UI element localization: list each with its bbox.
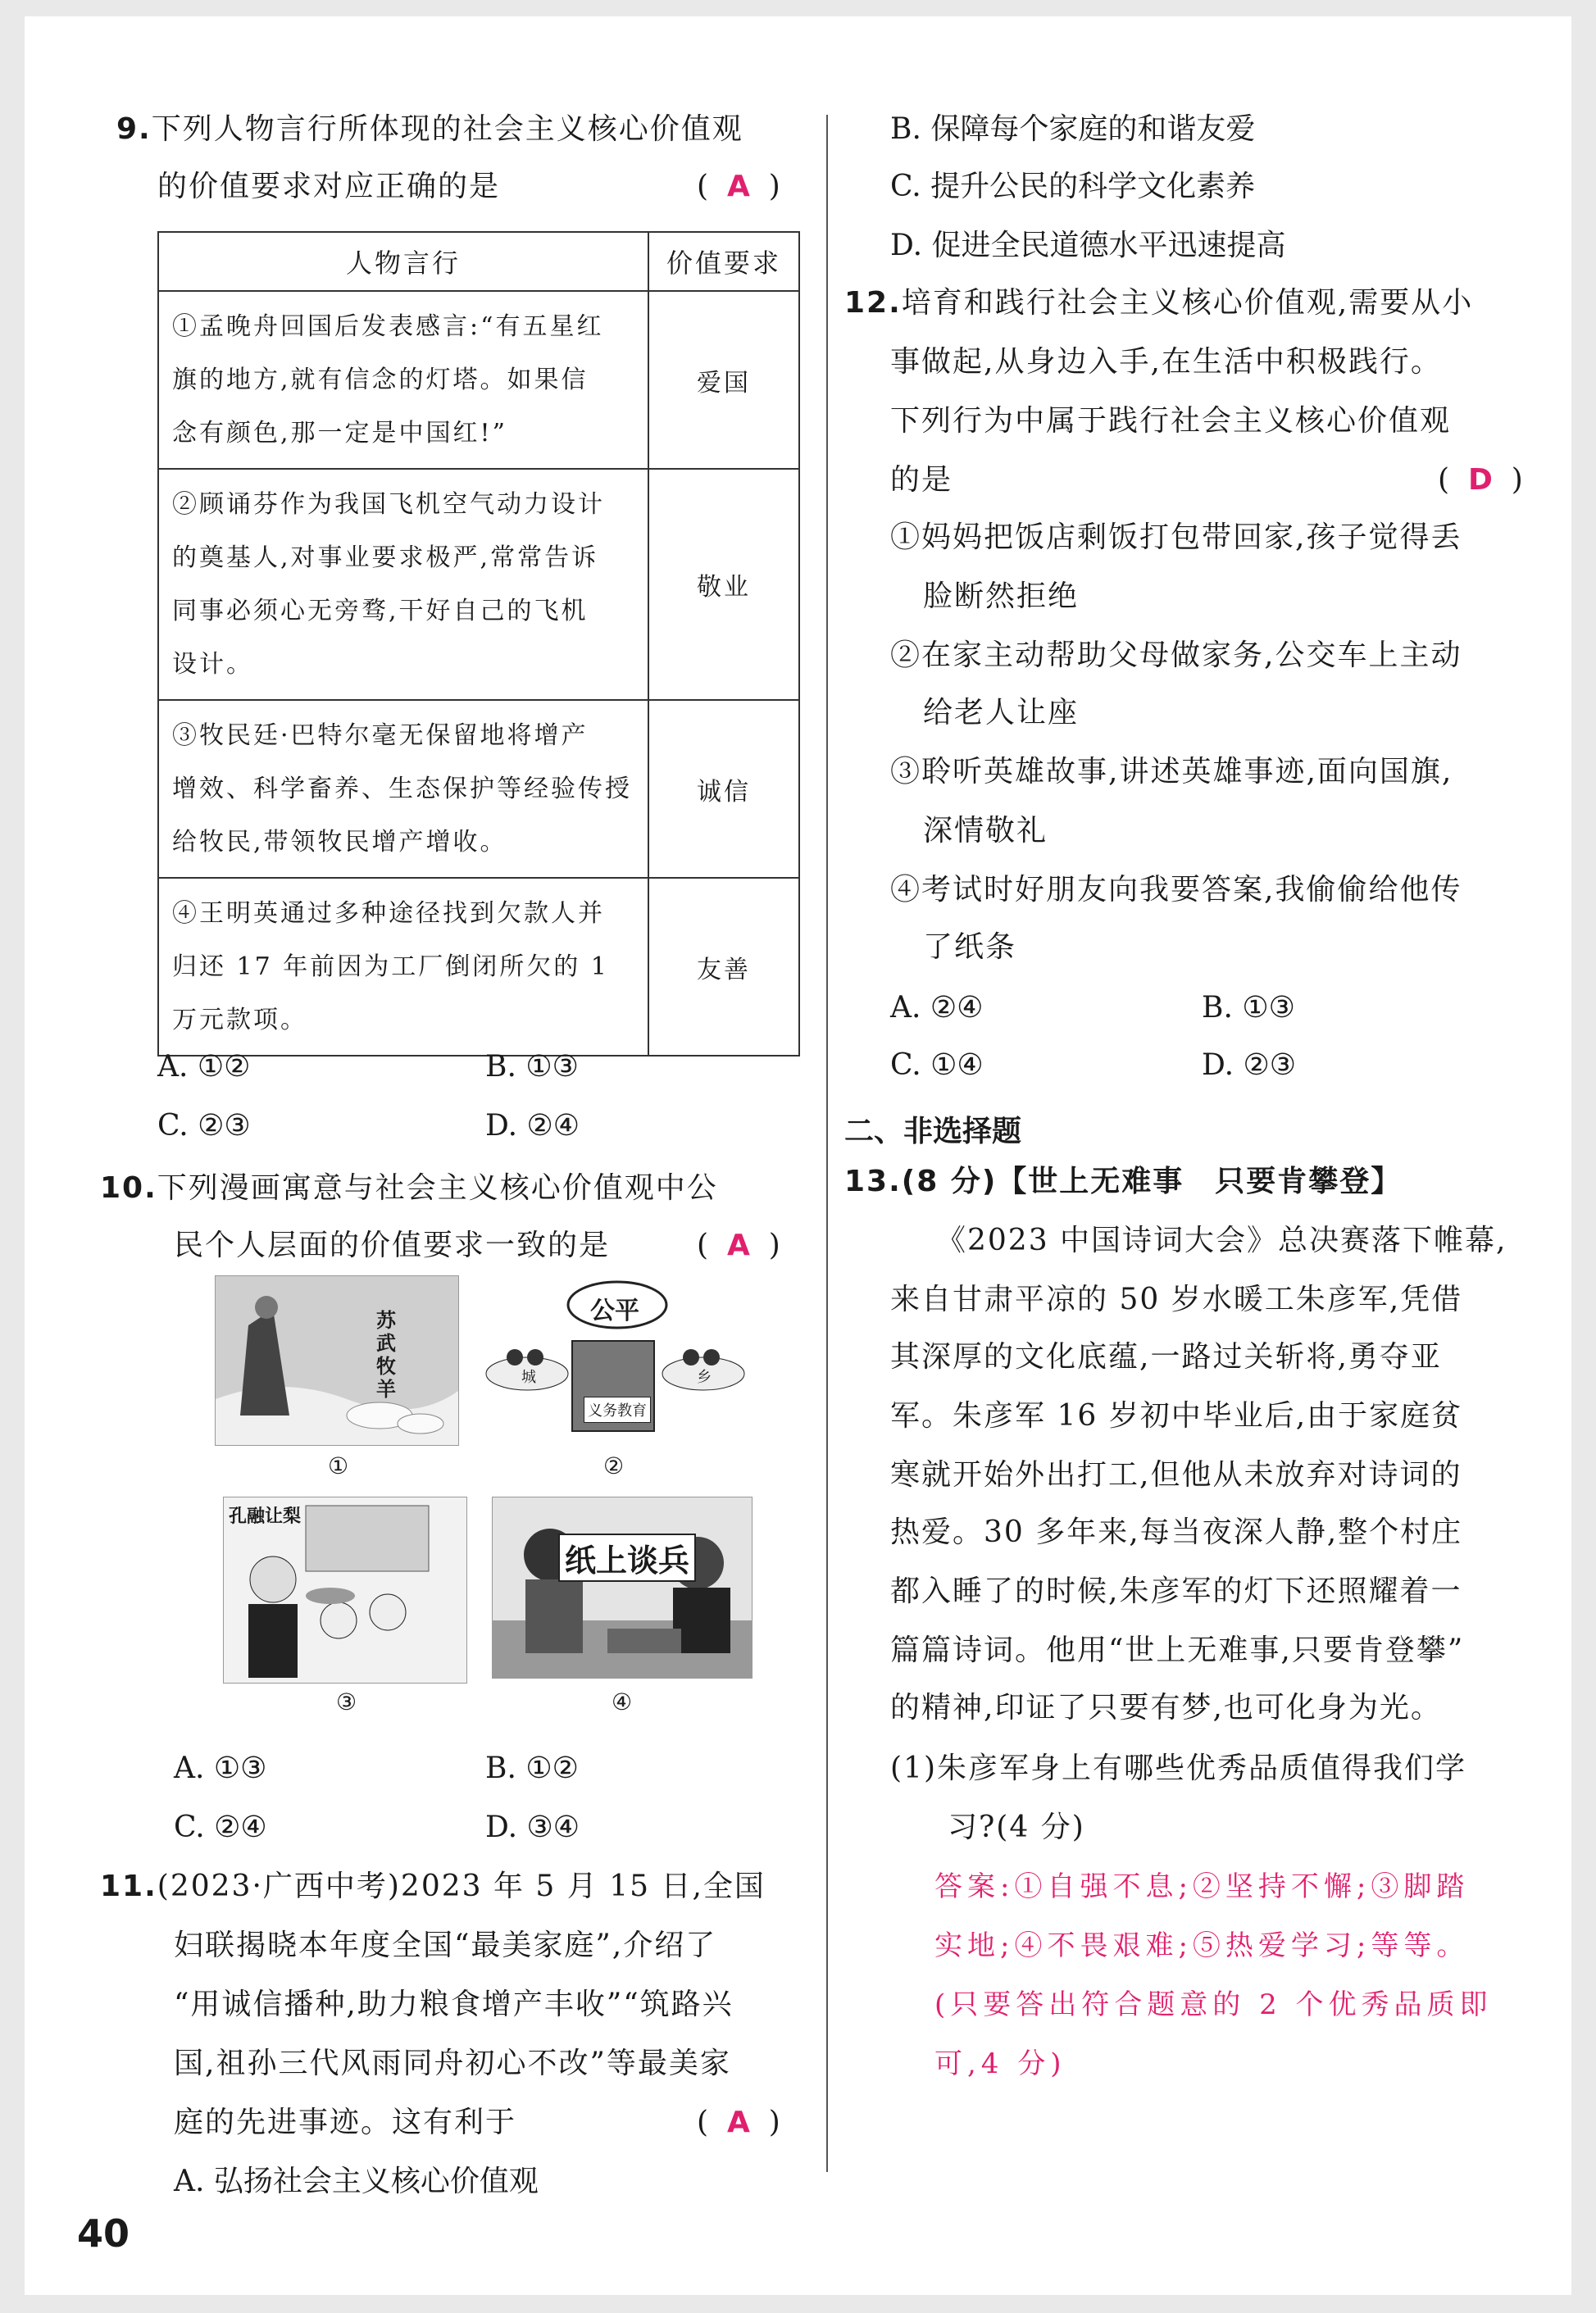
q9-option-c: C. ②③ [157,1109,251,1143]
section-title: 二、非选择题 [844,1115,1022,1148]
q11-text1: (2023·广西中考)2023 年 5 月 15 日,全国 [157,1870,766,1903]
cartoon-3-label: ③ [336,1688,357,1715]
q11-line5: 庭的先进事迹。这有利于 [174,2106,517,2139]
table-cell-value: 爱国 [648,291,799,469]
q12-item3-cont: 深情敬礼 [923,814,1048,847]
q9-number: 9. [116,112,152,146]
q11-line3: “用诚信播种,助力粮食增产丰收”“筑路兴 [174,1988,734,2021]
q10-line1 [100,1172,718,1205]
row1-line3: 念有颜色,那一定是中国红!” [172,419,507,448]
q13-para-8: 篇篇诗词。他用“世上无难事,只要肯登攀” [890,1634,1465,1667]
q13-para-7: 都入睡了的时候,朱彦军的灯下还照耀着一 [890,1575,1462,1608]
cartoon-fairness [482,1275,753,1444]
q11-option-b: B. 保障每个家庭的和谐友爱 [890,112,1256,146]
q9-option-a: A. ①② [157,1050,251,1084]
column-divider [826,115,828,2172]
table-header-left: 人物言行 [158,232,648,291]
q13-answer-line1: 答案:①自强不息;②坚持不懈;③脚踏 [934,1870,1470,1903]
q9-text1: 下列人物言行所体现的社会主义核心价值观 [151,112,743,146]
row1-line2: 旗的地方,就有信念的灯塔。如果信 [172,366,589,394]
q12-line1 [844,287,1473,320]
q11-line4: 国,祖孙三代风雨同舟初心不改”等最美家 [174,2047,731,2080]
cartoon-4-title: 纸上谈兵 [558,1534,696,1582]
q9-answer-box: ( A ) [697,170,780,203]
q12-line2: 事做起,从身边入手,在生活中积极践行。 [890,345,1442,379]
cartoon-1-label: ① [328,1452,349,1479]
q12-item4: ④考试时好朋友向我要答案,我偷偷给他传 [890,873,1462,907]
q13-para-5: 寒就开始外出打工,但他从未放弃对诗词的 [890,1458,1462,1492]
q10-option-a: A. ①③ [174,1752,267,1785]
q9-table [157,231,800,1057]
cartoon-su-wu-drawing [216,1276,458,1445]
cartoon-paper-war [492,1497,753,1679]
table-cell-value: 诚信 [648,700,799,878]
row3-line2: 增效、科学畜养、生态保护等经验传授 [172,775,632,803]
table-cell-deed [158,878,648,1056]
q11-option-d: D. 促进全民道德水平迅速提高 [890,229,1286,262]
q11-option-c: C. 提升公民的科学文化素养 [890,170,1256,203]
row4-line1: ④王明英通过多种途径找到欠款人并 [172,899,605,928]
q12-answer-box: ( D ) [1438,463,1523,497]
q9-option-b: B. ①③ [485,1050,579,1084]
cartoon-2-book: 义务教育 [584,1397,651,1423]
q10-option-c: C. ②④ [174,1811,267,1844]
row2-line4: 设计。 [172,650,253,679]
row3-line1: ③牧民廷·巴特尔毫无保留地将增产 [172,721,589,750]
page-number: 40 [77,2211,130,2256]
q13-title: (8 分)【世上无难事 只要肯攀登】 [901,1165,1403,1198]
q12-option-d: D. ②③ [1202,1048,1297,1082]
q11-answer: A [726,2106,750,2139]
cartoon-2-title: 公平 [590,1297,639,1325]
q11-line1 [100,1870,766,1903]
q13-para-1: 《2023 中国诗词大会》总决赛落下帷幕, [936,1224,1507,1257]
table-cell-value: 友善 [648,878,799,1056]
q9-line1 [116,113,743,146]
q12-item2-cont: 给老人让座 [923,696,1080,729]
q12-item2: ②在家主动帮助父母做家务,公交车上主动 [890,638,1462,672]
row2-line1: ②顾诵芬作为我国飞机空气动力设计 [172,490,605,519]
q11-line2: 妇联揭晓本年度全国“最美家庭”,介绍了 [174,1929,717,1962]
page [25,16,1571,2295]
q13-answer-line3: (只要答出符合题意的 2 个优秀品质即 [934,1988,1493,2021]
q13-answer-line4: 可,4 分) [934,2047,1066,2080]
q10-answer: A [726,1229,750,1262]
q10-option-b: B. ①② [485,1752,579,1785]
q13-para-4: 军。朱彦军 16 岁初中毕业后,由于家庭贫 [890,1399,1463,1433]
cartoon-2-left: 城 [521,1369,536,1386]
q10-text1: 下列漫画寓意与社会主义核心价值观中公 [157,1171,718,1205]
row1-line1: ①孟晚舟回国后发表感言:“有五星红 [172,312,604,341]
cartoon-4-label: ④ [612,1688,633,1715]
q9-line2: 的价值要求对应正确的是 [157,170,501,203]
row4-line2: 归还 17 年前因为工厂倒闭所欠的 1 [172,952,609,981]
q12-option-a: A. ②④ [890,991,984,1025]
row3-line3: 给牧民,带领牧民增产增收。 [172,828,507,857]
table-row [158,469,799,700]
q12-number: 12. [844,286,902,320]
q11-number: 11. [100,1870,157,1903]
q12-item1-cont: 脸断然拒绝 [923,579,1080,613]
q10-line2: 民个人层面的价值要求一致的是 [174,1229,611,1262]
q12-option-c: C. ①④ [890,1048,984,1082]
q12-item4-cont: 了纸条 [923,930,1017,964]
q13-para-9: 的精神,印证了只要有梦,也可化身为光。 [890,1691,1442,1725]
q12-item3: ③聆听英雄故事,讲述英雄事迹,面向国旗, [890,755,1453,788]
table-row [158,291,799,469]
cartoon-1-title: 苏武牧羊 [376,1309,396,1401]
table-header-right: 价值要求 [648,232,799,291]
table-row [158,878,799,1056]
q12-line3: 下列行为中属于践行社会主义核心价值观 [890,404,1452,438]
q13-sub1-line1: (1)朱彦军身上有哪些优秀品质值得我们学 [890,1752,1466,1785]
table-cell-value: 敬业 [648,469,799,700]
cartoon-kong-rong [223,1497,467,1684]
q12-line4: 的是 [890,463,953,497]
cartoon-3-title: 孔融让梨 [229,1506,302,1527]
q10-answer-box: ( A ) [697,1229,780,1262]
q9-option-d: D. ②④ [485,1109,580,1143]
cartoon-su-wu [215,1275,459,1446]
q13-number: 13. [844,1165,902,1198]
q13-sub1-line2: 习?(4 分) [948,1811,1085,1844]
q13-title-line [844,1166,1402,1198]
q13-para-2: 来自甘肃平凉的 50 岁水暖工朱彦军,凭借 [890,1283,1463,1316]
q10-option-d: D. ③④ [485,1811,580,1844]
q12-answer: D [1467,463,1493,497]
q9-answer: A [726,170,750,203]
table-cell-deed [158,291,648,469]
q12-text1: 培育和践行社会主义核心价值观,需要从小 [901,286,1474,320]
q10-number: 10. [100,1171,157,1205]
q11-answer-box: ( A ) [697,2106,780,2139]
table-cell-deed [158,700,648,878]
q12-item1: ①妈妈把饭店剩饭打包带回家,孩子觉得丢 [890,520,1462,554]
q13-para-6: 热爱。30 多年来,每当夜深人静,整个村庄 [890,1515,1463,1549]
q13-para-3: 其深厚的文化底蕴,一路过关斩将,勇夺亚 [890,1340,1442,1374]
table-cell-deed [158,469,648,700]
row2-line3: 同事必须心无旁骛,干好自己的飞机 [172,597,589,625]
q12-option-b: B. ①③ [1202,991,1295,1025]
table-header-row [158,232,799,291]
q11-option-a: A. 弘扬社会主义核心价值观 [174,2165,539,2198]
row4-line3: 万元款项。 [172,1006,307,1034]
q13-answer-line2: 实地;④不畏艰难;⑤热爱学习;等等。 [934,1929,1470,1962]
cartoon-2-label: ② [603,1452,625,1479]
row2-line2: 的奠基人,对事业要求极严,常常告诉 [172,543,599,572]
cartoon-2-right: 乡 [697,1369,712,1386]
table-row [158,700,799,878]
cartoon-paper-war-drawing [493,1497,752,1678]
